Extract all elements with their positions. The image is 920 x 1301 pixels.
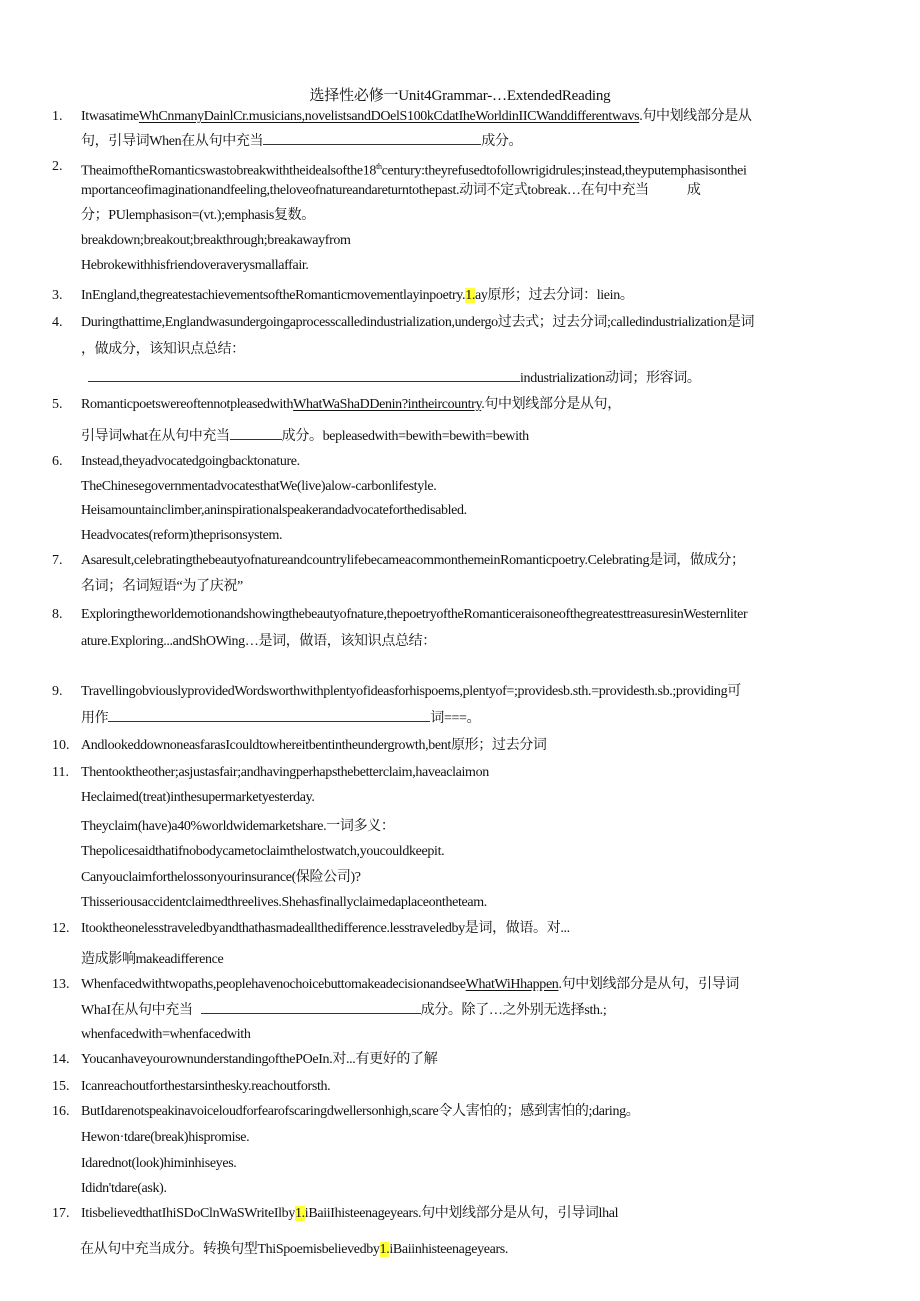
item-13-line-1: Whenfacedwithtwopaths,peoplehavenochoicebuttomakeadecisionandseeWhatWiHhappen.句中划线部分是从句，引导词 <box>81 977 740 992</box>
item-17-line-2: 在从句中充当成分。转换句型ThiSpoemisbelievedby1.iBaiinhisteenageyears. <box>80 1242 509 1257</box>
item-8-line-1: Exploringtheworldemotionandshowingthebeautyofnature,thepoetryoftheRomanticeraisoneofthegreatesttreasuresinWesternliter <box>81 607 748 622</box>
item-16-line-4: Ididn'tdare(ask). <box>81 1181 167 1196</box>
item-2-line-5: Hebrokewithhisfriendoveraverysmallaffair. <box>81 258 309 273</box>
item-number: 17. <box>52 1206 70 1221</box>
item-16-line-2: Hewon·tdare(break)hispromise. <box>81 1130 250 1145</box>
item-12-line-1: Itooktheonelesstraveledbyandthathasmadeallthedifference.lesstraveledby是词，做语。对... <box>81 921 570 936</box>
item-number: 15. <box>52 1079 70 1094</box>
item-9-line-2: 用作 词===。 <box>81 711 481 726</box>
item-number: 14. <box>52 1052 70 1067</box>
item-number: 1. <box>52 109 63 124</box>
item-1-line-1: ItwasatimeWhCnmanyDainlCr.musicians,novelistsandDOelS100kCdatIheWorldinIICWanddifferentwavs.句中划线部分是从 <box>81 109 752 124</box>
item-number: 2. <box>52 159 63 174</box>
item-2-line-3: 分；PUlemphasison=(vt.);emphasis复数。 <box>81 208 315 223</box>
item-4-line-1: Duringthattime,Englandwasundergoingaprocesscalledindustrialization,undergo过去式；过去分词;calledindustrialization是词 <box>81 315 755 330</box>
item-2-line-1: TheaimoftheRomanticswastobreakwiththeidealsofthe18thcentury:theyrefusedtofollowrigidrules;instead,theyputemphasisonthei <box>81 162 747 179</box>
item-4-line-2: ，做成分，该知识点总结： <box>81 342 245 357</box>
item-8-line-2: ature.Exploring...andShOWing…是词，做语，该知识点总结： <box>81 634 436 649</box>
item-number: 16. <box>52 1104 70 1119</box>
item-number: 7. <box>52 553 63 568</box>
item-6-line-1: Instead,theyadvocatedgoingbacktonature. <box>81 454 300 469</box>
item-9-line-1: TravellingobviouslyprovidedWordsworthwithplentyofideasforhispoems,plentyof=;providesb.sth.=providesth.sb.;providing可 <box>81 684 741 699</box>
item-16-line-1: ButIdarenotspeakinavoiceloudforfearofscaringdwellersonhigh,scare令人害怕的；感到害怕的;daring。 <box>81 1104 640 1119</box>
item-13-line-2: WhaI在从句中充当 成分。除了…之外别无选择sth.; <box>81 1003 607 1018</box>
item-number: 12. <box>52 921 70 936</box>
item-number: 13. <box>52 977 70 992</box>
item-11-line-5: Canyouclaimforthelossonyourinsurance(保险公司)? <box>81 870 361 885</box>
item-2-line-4: breakdown;breakout;breakthrough;breakawayfrom <box>81 233 351 248</box>
item-number: 6. <box>52 454 63 469</box>
item-5-line-1: RomanticpoetswereoftennotpleasedwithWhatWaShaDDenin?intheircountry.句中划线部分是从句， <box>81 397 621 412</box>
item-number: 4. <box>52 315 63 330</box>
item-number: 8. <box>52 607 63 622</box>
item-6-line-3: Heisamountainclimber,aninspirationalspeakerandadvocateforthedisabled. <box>81 503 467 518</box>
item-11-line-3: Theyclaim(have)a40%worldwidemarketshare.一词多义： <box>81 819 395 834</box>
item-16-line-3: Idarednot(look)himinhiseyes. <box>81 1156 237 1171</box>
item-number: 11. <box>52 765 69 780</box>
item-7-line-2: 名词；名词短语“为了庆祝” <box>81 579 243 594</box>
item-11-line-2: Heclaimed(treat)inthesupermarketyesterday. <box>81 790 315 805</box>
item-number: 5. <box>52 397 63 412</box>
item-3-line-1: InEngland,thegreatestachievementsoftheRomanticmovementlayinpoetry.1.ay原形；过去分词：liein。 <box>81 288 634 303</box>
item-13-line-3: whenfacedwith=whenfacedwith <box>81 1027 251 1042</box>
item-11-line-6: Thisseriousaccidentclaimedthreelives.Shehasfinallyclaimedaplaceontheteam. <box>81 895 487 910</box>
page-title: 选择性必修一Unit4Grammar-…ExtendedReading <box>309 88 611 104</box>
item-2-line-2: mportanceofimaginationandfeeling,theloveofnatureandareturntothepast.动词不定式tobreak…在句中充当 成 <box>81 183 701 198</box>
item-12-line-2: 造成影响makeadifference <box>81 952 224 967</box>
item-number: 9. <box>52 684 63 699</box>
item-7-line-1: Asaresult,celebratingthebeautyofnatureandcountrylifebecameacommonthemeinRomanticpoetry.Celebrating是词，做成分； <box>81 553 745 568</box>
item-4-line-3: industrialization动词；形容词。 <box>88 369 701 388</box>
item-number: 3. <box>52 288 63 303</box>
item-number: 10. <box>52 738 70 753</box>
item-6-line-4: Headvocates(reform)theprisonsystem. <box>81 528 283 543</box>
item-14-line-1: YoucanhaveyourownunderstandingofthePOeIn.对...有更好的了解 <box>81 1052 438 1067</box>
item-11-line-4: Thepolicesaidthatifnobodycametoclaimthelostwatch,youcouldkeepit. <box>81 844 445 859</box>
item-1-line-2: 句，引导词When在从句中充当 成分。 <box>81 134 523 149</box>
item-17-line-1: ItisbelievedthatIhiSDoClnWaSWriteIlby1.iBaiiIhisteenageyears.句中划线部分是从句，引导词lhal <box>81 1206 619 1221</box>
item-6-line-2: TheChinesegovernmentadvocatesthatWe(live)alow-carbonlifestyle. <box>81 479 437 494</box>
item-5-line-2: 引导词what在从句中充当 成分。bepleasedwith=bewith=bewith=bewith <box>81 429 529 444</box>
item-15-line-1: Icanreachoutforthestarsinthesky.reachoutforsth. <box>81 1079 331 1094</box>
item-10-line-1: AndlookeddownoneasfarasIcouldtowhereitbentintheundergrowth,bent原形；过去分词 <box>81 738 547 753</box>
item-11-line-1: Thentooktheother;asjustasfair;andhavingperhapsthebetterclaim,haveaclaimon <box>81 765 489 780</box>
